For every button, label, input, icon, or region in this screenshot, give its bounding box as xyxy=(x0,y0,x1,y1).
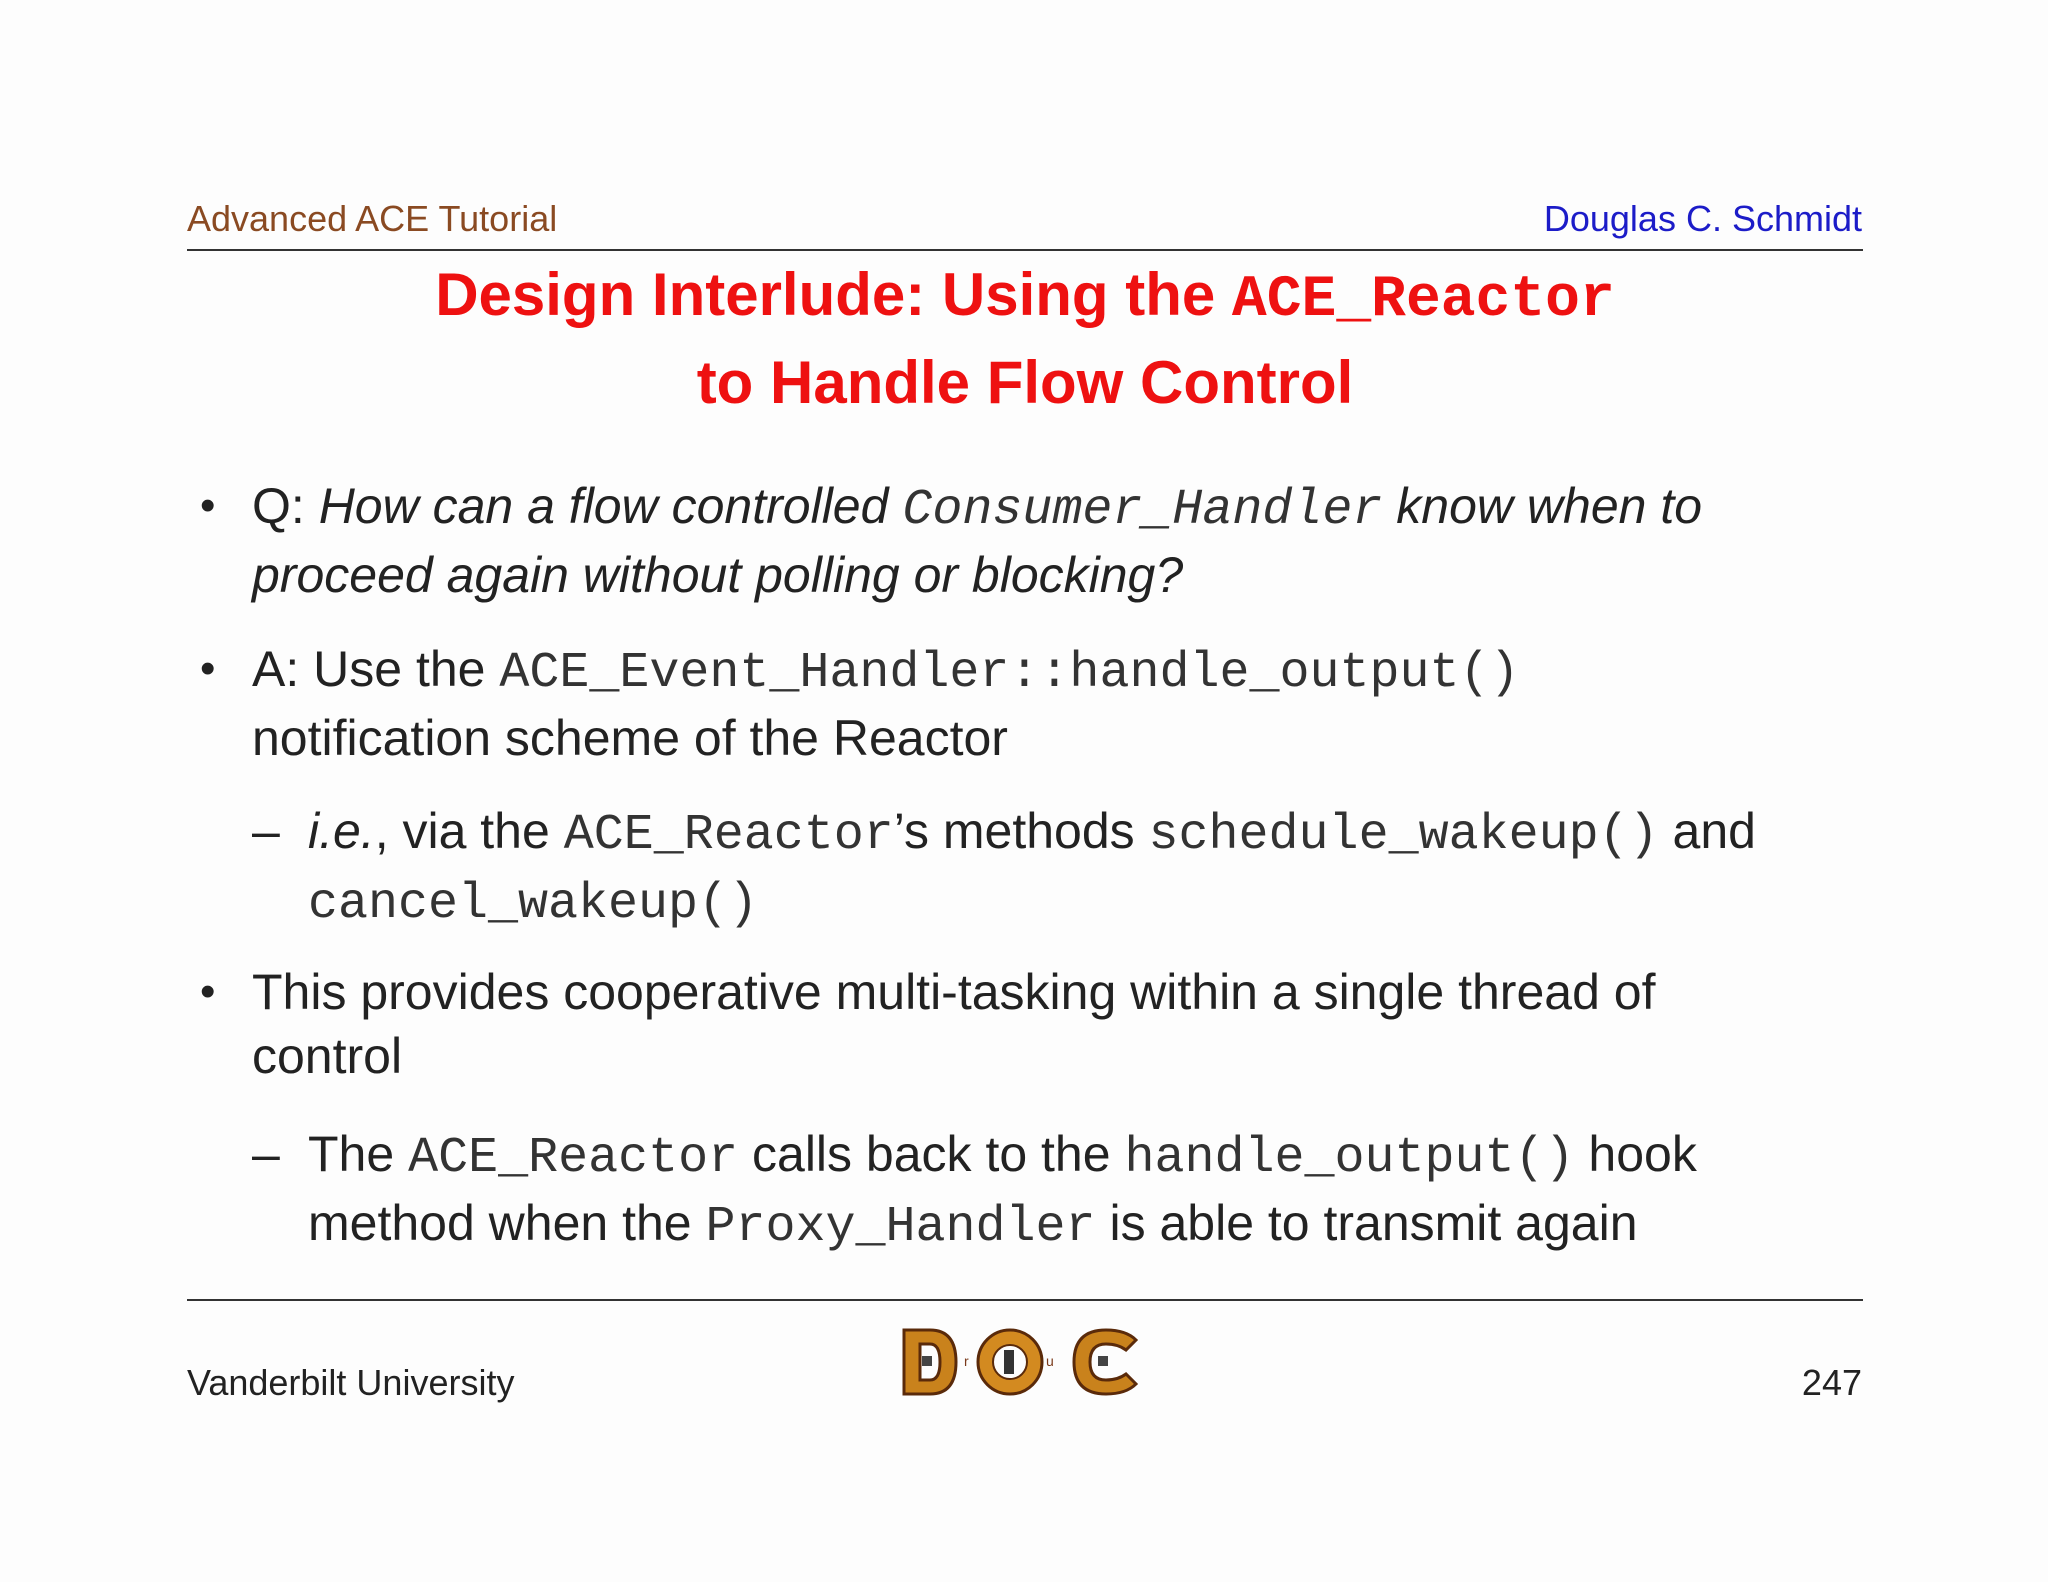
bullet-marker-1: • xyxy=(200,481,216,530)
q-code: Consumer_Handler xyxy=(902,482,1383,539)
title-line-2: to Handle Flow Control xyxy=(696,349,1354,416)
slide-title xyxy=(187,254,1863,424)
sub2-text-4: is able to transmit again xyxy=(1095,1195,1638,1251)
sub2-text-3: hook method when the xyxy=(308,1126,1697,1251)
bullet-marker-3: • xyxy=(200,967,216,1016)
footer-university: Vanderbilt University xyxy=(187,1362,515,1403)
header-divider xyxy=(187,249,1863,251)
a-code: ACE_Event_Handler::handle_output() xyxy=(499,645,1520,702)
title-prefix: Design Interlude: Using the xyxy=(435,261,1232,328)
sub2-text-1: The xyxy=(308,1126,409,1182)
page-number: 247 xyxy=(1801,1362,1862,1403)
a-suffix: notification scheme of the Reactor xyxy=(252,710,1008,766)
svg-text:u: u xyxy=(1046,1353,1054,1369)
sub1-code-2: schedule_wakeup() xyxy=(1148,807,1659,864)
bullet-answer xyxy=(252,637,1692,770)
footer-divider xyxy=(187,1299,1863,1301)
q-label: Q: xyxy=(252,478,319,534)
a-prefix: A: Use the xyxy=(252,641,500,697)
sub1-text-2: ’s methods xyxy=(893,803,1149,859)
sub2-code-3: Proxy_Handler xyxy=(705,1199,1096,1256)
sub1-code-3: cancel_wakeup() xyxy=(308,876,759,933)
ie-text: i.e. xyxy=(308,803,375,859)
sub1-text-3: and xyxy=(1658,803,1756,859)
bullet-cooperative: This provides cooperative multi-tasking within a single thread of control xyxy=(252,964,1656,1084)
sub-bullet-callback xyxy=(308,1122,1868,1260)
doc-group-logo xyxy=(900,1322,1150,1402)
sub2-code-2: handle_output() xyxy=(1124,1130,1575,1187)
sub-bullet-methods xyxy=(308,799,1868,937)
title-line-1 xyxy=(187,254,1863,342)
title-code: ACE_Reactor xyxy=(1231,268,1615,333)
q-text-1: How can a flow controlled xyxy=(318,478,903,534)
header-course-title: Advanced ACE Tutorial xyxy=(187,198,558,239)
sub1-text-1: , via the xyxy=(374,803,564,859)
sub2-text-2: calls back to the xyxy=(738,1126,1125,1182)
bullet-marker-2: • xyxy=(200,644,216,693)
sub2-code-1: ACE_Reactor xyxy=(408,1130,739,1187)
bullet-question xyxy=(252,474,1872,607)
header-author: Douglas C. Schmidt xyxy=(1543,198,1862,239)
sub-marker-2: – xyxy=(252,1126,280,1182)
q-text-2: know when to proceed again without polling or blocking? xyxy=(252,478,1703,603)
sub-marker-1: – xyxy=(252,803,280,859)
svg-text:r: r xyxy=(964,1353,969,1369)
sub1-code-1: ACE_Reactor xyxy=(563,807,894,864)
